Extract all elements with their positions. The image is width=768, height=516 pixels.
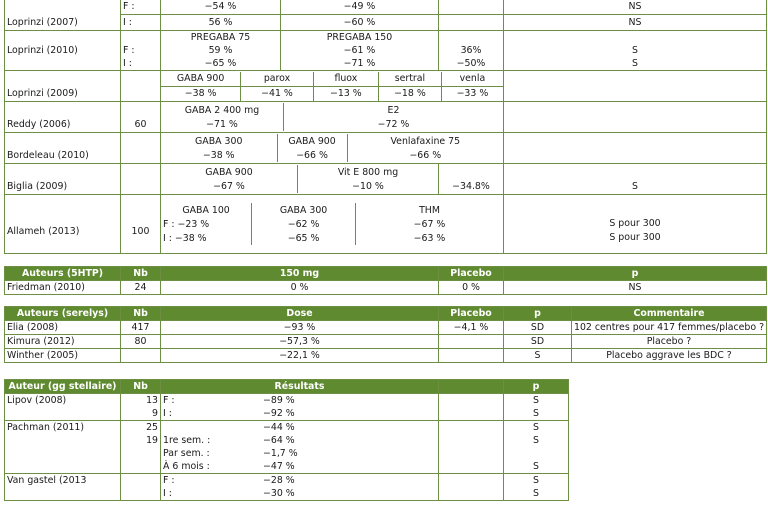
- column-head: sertral: [379, 72, 442, 87]
- p-cell: S: [504, 474, 569, 488]
- nb-cell: 25: [121, 421, 161, 435]
- p-cell: NS: [504, 281, 767, 295]
- column-head: E2: [387, 104, 400, 116]
- p-cell: SD: [504, 321, 572, 335]
- value-cell: −38 %: [161, 86, 241, 101]
- author-cell: Van gastel (2013: [5, 474, 121, 488]
- author-cell: Winther (2005): [5, 349, 121, 363]
- column-header: Résultats: [161, 380, 439, 394]
- multi-arm-grid: [161, 72, 503, 101]
- table-row: [5, 31, 767, 45]
- p-cell: NS: [504, 15, 767, 31]
- value-cell: −60 %: [281, 15, 439, 31]
- column-head: GABA 300: [161, 134, 277, 148]
- column-header: p: [504, 267, 767, 281]
- table-row: [5, 164, 767, 195]
- column-header: Auteurs (5HTP): [5, 267, 121, 281]
- column-head: THM: [419, 204, 440, 216]
- value-cell: −41 %: [241, 86, 314, 101]
- value-cell: F : −23 %: [161, 217, 252, 231]
- column-head: Venlafaxine 75: [390, 135, 461, 147]
- value-cell: −72 %: [377, 118, 410, 130]
- column-head: GABA 900: [161, 165, 298, 179]
- column-header: Nb: [121, 380, 161, 394]
- column-header: p: [504, 380, 569, 394]
- nb-cell: 24: [121, 281, 161, 295]
- table-row: [5, 460, 569, 474]
- column-head: GABA 900: [161, 72, 241, 87]
- nb-cell: 80: [121, 335, 161, 349]
- table-row: [5, 281, 767, 295]
- value-cell: −38 %: [161, 148, 277, 162]
- placebo-cell: [439, 349, 504, 363]
- column-header: p: [504, 307, 572, 321]
- column-head: venla: [441, 72, 503, 87]
- table-row: [5, 407, 569, 421]
- table-header: [5, 380, 569, 394]
- table-row: [5, 102, 767, 133]
- value-cell: −93 %: [161, 321, 439, 335]
- table-row: [5, 434, 569, 447]
- value-cell: 59 %: [161, 44, 281, 57]
- p-cell: S: [504, 394, 569, 408]
- value-cell: −44 %: [161, 421, 439, 435]
- value-cell: F : −28 %: [161, 474, 439, 488]
- value-cell: I : −38 %: [161, 231, 252, 245]
- value-cell: −49 %: [281, 0, 439, 15]
- value-cell: −57,3 %: [161, 335, 439, 349]
- placebo-cell: −4,1 %: [439, 321, 504, 335]
- p-cell: S: [504, 57, 767, 71]
- p-cell: S: [504, 434, 569, 447]
- table-row: [5, 195, 767, 254]
- author-cell: [5, 407, 121, 421]
- author-cell: Elia (2008): [5, 321, 121, 335]
- table-row: [5, 487, 569, 501]
- row-label: F :: [121, 44, 161, 57]
- column-head: fluox: [313, 72, 378, 87]
- table-row: [5, 474, 569, 488]
- column-head: Vit E 800 mg: [337, 166, 399, 178]
- value-cell: −65 %: [252, 231, 356, 245]
- comment-cell: Placebo ?: [572, 335, 767, 349]
- stellate-ganglion-table: [4, 379, 569, 501]
- table-row: [5, 71, 767, 102]
- comment-cell: Placebo aggrave les BDC ?: [572, 349, 767, 363]
- column-head: PREGABA 75: [161, 31, 281, 45]
- placebo-cell: [439, 15, 504, 31]
- value-cell: −66 %: [409, 149, 442, 161]
- p-cell: S: [504, 421, 569, 435]
- table-row: [5, 349, 767, 363]
- table-row: [5, 447, 569, 460]
- gabapentin-trials-table: [4, 0, 767, 254]
- column-head: PREGABA 150: [281, 31, 439, 45]
- table-row: [5, 0, 767, 15]
- author-cell: Bordeleau (2010): [5, 133, 121, 164]
- table-header: [5, 307, 767, 321]
- serelys-table: [4, 306, 767, 363]
- column-header: Placebo: [439, 307, 504, 321]
- row-label: I :: [121, 57, 161, 71]
- value-cell: −67 %: [413, 218, 446, 230]
- p-cell: S pour 300: [609, 232, 661, 243]
- p-cell: NS: [504, 0, 767, 15]
- 5htp-table: [4, 266, 767, 295]
- placebo-cell: 36%: [439, 44, 504, 57]
- value-cell: 1re sem. : −64 %: [161, 434, 439, 447]
- value-cell: −61 %: [281, 44, 439, 57]
- three-arm-grid: [161, 203, 503, 245]
- value-cell: −71 %: [161, 117, 284, 131]
- table-header: [5, 267, 767, 281]
- value-cell: −33 %: [456, 88, 489, 99]
- column-header: Commentaire: [572, 307, 767, 321]
- p-cell: S: [504, 164, 767, 195]
- column-header: Auteurs (serelys): [5, 307, 121, 321]
- value-cell: −13 %: [313, 86, 378, 101]
- table-row: [5, 321, 767, 335]
- p-cell: S: [504, 349, 572, 363]
- author-cell: Loprinzi (2007): [5, 0, 121, 31]
- nb-cell: 100: [121, 195, 161, 254]
- author-cell: Biglia (2009): [5, 164, 121, 195]
- author-cell: Loprinzi (2010): [5, 31, 121, 71]
- author-cell: Friedman (2010): [5, 281, 121, 295]
- value-cell: −63 %: [413, 232, 446, 244]
- p-cell: S: [504, 407, 569, 421]
- row-label: F :: [121, 0, 161, 15]
- table-row: [5, 421, 569, 435]
- placebo-cell: −50%: [439, 57, 504, 71]
- column-head: parox: [241, 72, 314, 87]
- value-cell: −54 %: [161, 0, 281, 15]
- column-head: GABA 900: [277, 134, 347, 148]
- p-cell: S: [504, 460, 569, 474]
- three-arm-grid: [161, 134, 503, 162]
- author-cell: Allameh (2013): [5, 195, 121, 254]
- value-cell: À 6 mois : −47 %: [161, 460, 439, 474]
- placebo-cell: [439, 335, 504, 349]
- value-cell: F : −89 %: [161, 394, 439, 408]
- two-arm-grid: [161, 165, 438, 193]
- author-cell: Lipov (2008): [5, 394, 121, 408]
- value-cell: −62 %: [252, 217, 356, 231]
- value-cell: 56 %: [161, 15, 281, 31]
- column-header: Placebo: [439, 267, 504, 281]
- value-cell: 0 %: [161, 281, 439, 295]
- nb-cell: [121, 349, 161, 363]
- p-cell: S pour 300: [609, 218, 661, 229]
- nb-cell: 60: [121, 102, 161, 133]
- value-cell: −67 %: [161, 179, 298, 193]
- nb-cell: 13: [121, 394, 161, 408]
- column-head: GABA 2 400 mg: [161, 103, 284, 117]
- row-label: I :: [121, 15, 161, 31]
- column-header: 150 mg: [161, 267, 439, 281]
- column-header: Auteur (gg stellaire): [5, 380, 121, 394]
- value-cell: −22,1 %: [161, 349, 439, 363]
- value-cell: I : −30 %: [161, 487, 439, 501]
- table-row: [5, 335, 767, 349]
- column-header: Nb: [121, 307, 161, 321]
- table-row: [5, 394, 569, 408]
- p-cell: SD: [504, 335, 572, 349]
- column-header: Nb: [121, 267, 161, 281]
- nb-cell: 417: [121, 321, 161, 335]
- placebo-cell: 0 %: [439, 281, 504, 295]
- value-cell: −18 %: [379, 86, 442, 101]
- value-cell: I : −92 %: [161, 407, 439, 421]
- value-cell: −65 %: [161, 57, 281, 71]
- value-cell: Par sem. : −1,7 %: [161, 447, 439, 460]
- placebo-cell: −34.8%: [439, 164, 504, 195]
- value-cell: −71 %: [281, 57, 439, 71]
- nb-cell: 9: [121, 407, 161, 421]
- column-header: Dose: [161, 307, 439, 321]
- table-row: [5, 133, 767, 164]
- nb-cell: 19: [121, 434, 161, 447]
- two-arm-grid: [161, 103, 503, 131]
- column-head: GABA 300: [252, 203, 356, 217]
- column-head: GABA 100: [161, 203, 252, 217]
- comment-cell: 102 centres pour 417 femmes/placebo ?: [572, 321, 767, 335]
- author-cell: Kimura (2012): [5, 335, 121, 349]
- value-cell: −66 %: [277, 148, 347, 162]
- author-cell: Reddy (2006): [5, 102, 121, 133]
- value-cell: −10 %: [352, 180, 384, 192]
- author-cell: Pachman (2011): [5, 421, 121, 435]
- p-cell: S: [504, 44, 767, 57]
- author-cell: Loprinzi (2009): [5, 71, 121, 102]
- p-cell: S: [504, 487, 569, 501]
- placebo-cell: [439, 0, 504, 15]
